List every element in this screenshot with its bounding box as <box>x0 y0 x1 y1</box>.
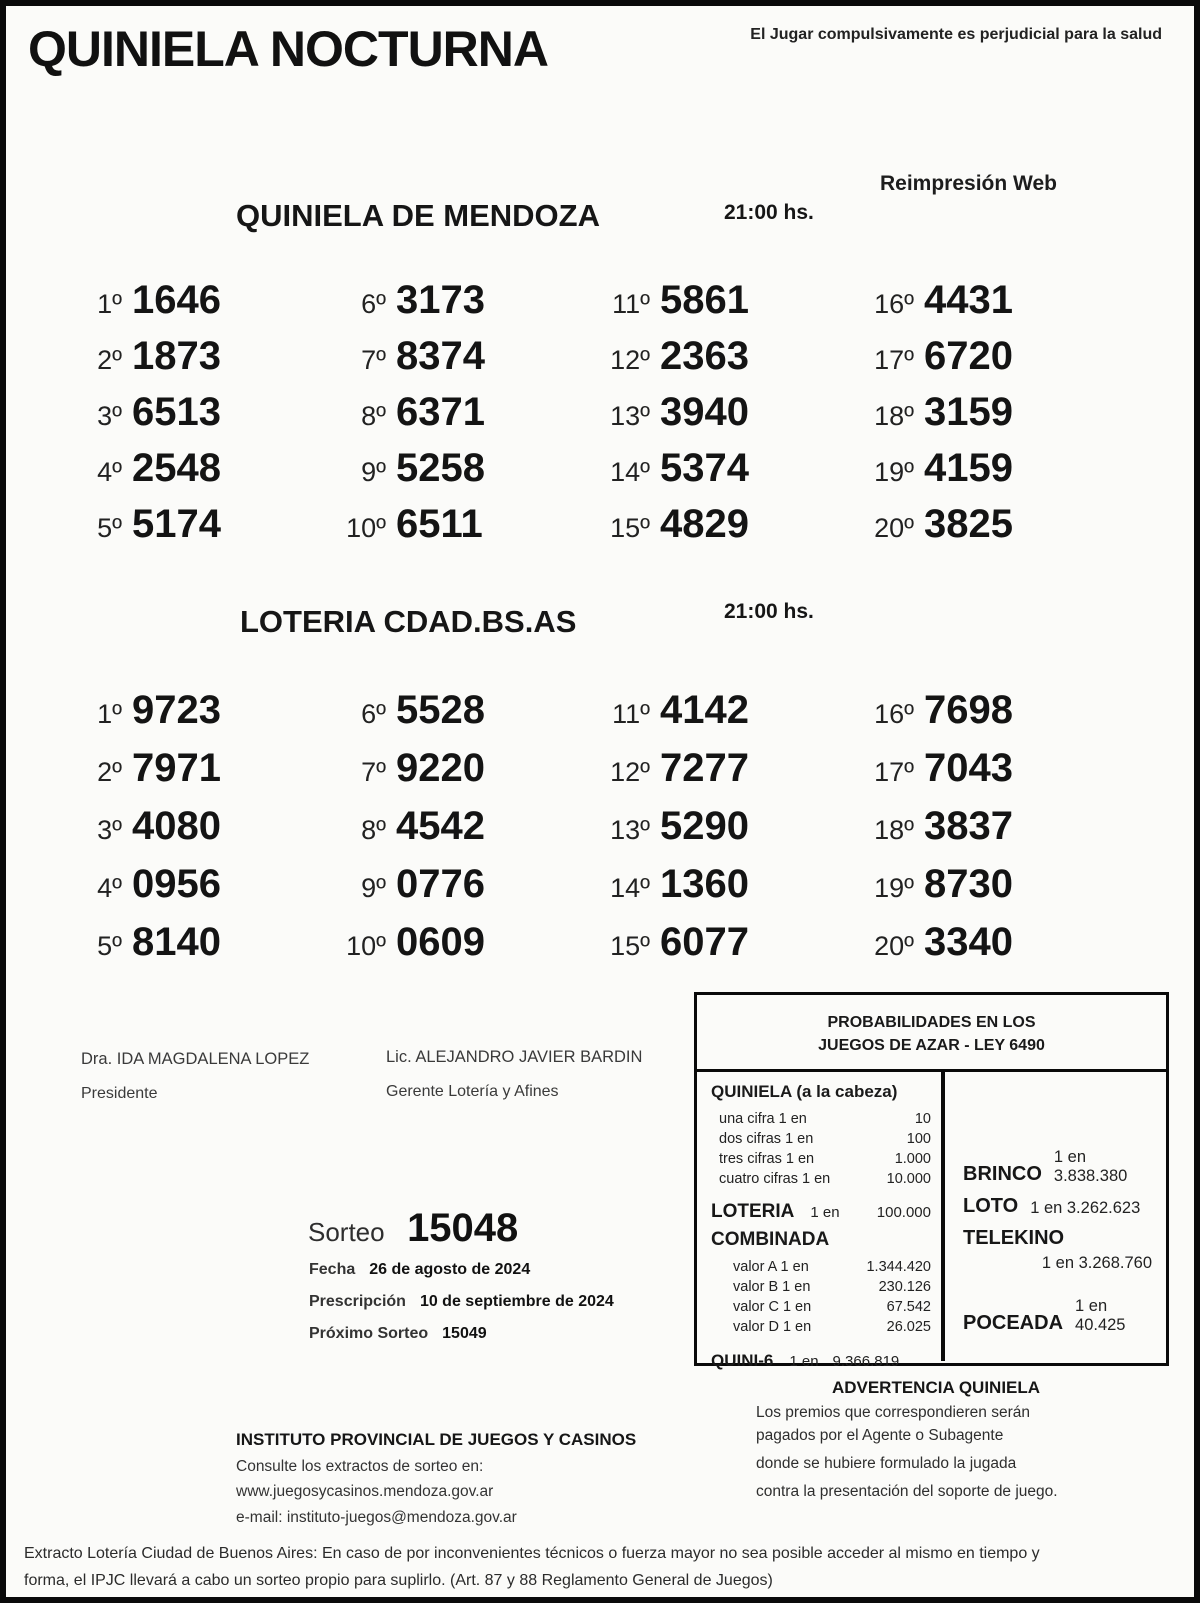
advertencia-line: Los premios que correspondieren serán <box>756 1404 1030 1421</box>
sorteo-number: 15048 <box>407 1206 519 1250</box>
mendoza-section-title: QUINIELA DE MENDOZA <box>236 198 600 233</box>
odds-label: dos cifras 1 en <box>719 1131 814 1147</box>
fecha-label: Fecha <box>309 1261 356 1278</box>
result-position: 18º <box>874 401 914 431</box>
result-position: 19º <box>874 873 914 903</box>
result-cell <box>64 502 328 558</box>
result-position: 4º <box>97 873 122 903</box>
result-cell <box>328 920 592 978</box>
draw-number-row <box>308 1206 518 1251</box>
result-cell <box>328 688 592 746</box>
quini6-odds-row <box>711 1351 931 1371</box>
probabilities-title-line1: PROBABILIDADES EN LOS <box>827 1014 1036 1031</box>
result-cell <box>328 278 592 334</box>
result-cell <box>856 278 1120 334</box>
result-number: 3159 <box>924 390 1013 434</box>
result-number: 5258 <box>396 446 485 490</box>
footer-disclaimer-line: forma, el IPJC llevará a cabo un sorteo propio para suplirlo. (Art. 87 y 88 Reglamento General de Juegos) <box>24 1572 773 1589</box>
result-position: 16º <box>874 699 914 729</box>
advertencia-line: pagados por el Agente o Subagente <box>756 1427 1004 1444</box>
result-position: 20º <box>874 931 914 961</box>
result-cell <box>64 862 328 920</box>
result-number: 4431 <box>924 278 1013 322</box>
odds-value: 9.366.819 <box>832 1353 900 1370</box>
bsas-section-title: LOTERIA CDAD.BS.AS <box>240 604 577 639</box>
odds-value: 26.025 <box>886 1319 931 1335</box>
odds-label: cuatro cifras 1 en <box>719 1171 831 1187</box>
odds-label: QUINI-6 <box>711 1351 774 1370</box>
result-number: 6371 <box>396 390 485 434</box>
manager-name: Lic. ALEJANDRO JAVIER BARDIN <box>386 1048 643 1066</box>
odds-label: valor C 1 en <box>733 1299 812 1315</box>
result-number: 2548 <box>132 446 221 490</box>
result-number: 1873 <box>132 334 221 378</box>
odds-label: tres cifras 1 en <box>719 1151 815 1167</box>
odds-label: valor B 1 en <box>733 1279 811 1295</box>
game-odds-row <box>963 1297 1152 1335</box>
result-position: 11º <box>612 699 650 729</box>
game-odds-row <box>963 1195 1152 1218</box>
result-cell <box>592 390 856 446</box>
result-position: 5º <box>97 513 122 543</box>
result-number: 3340 <box>924 920 1013 964</box>
result-cell <box>64 746 328 804</box>
result-number: 5174 <box>132 502 221 546</box>
result-position: 1º <box>97 699 122 729</box>
result-number: 6720 <box>924 334 1013 378</box>
result-number: 6077 <box>660 920 749 964</box>
game-name: POCEADA <box>963 1312 1064 1334</box>
odds-value: 67.542 <box>886 1299 931 1315</box>
result-number: 3173 <box>396 278 485 322</box>
result-cell <box>592 862 856 920</box>
odds-value: 1.344.420 <box>866 1259 931 1275</box>
result-number: 8730 <box>924 862 1013 906</box>
result-number: 0776 <box>396 862 485 906</box>
proximo-label: Próximo Sorteo <box>309 1325 429 1342</box>
result-cell <box>64 334 328 390</box>
result-number: 7043 <box>924 746 1013 790</box>
game-name: TELEKINO <box>963 1227 1065 1249</box>
result-cell <box>856 804 1120 862</box>
result-number: 5861 <box>660 278 749 322</box>
game-name: LOTO <box>963 1195 1019 1217</box>
result-position: 15º <box>610 931 650 961</box>
result-cell <box>328 502 592 558</box>
advertencia-line: contra la presentación del soporte de juego. <box>756 1483 1058 1500</box>
health-warning: El Jugar compulsivamente es perjudicial para la salud <box>750 26 1162 43</box>
result-position: 8º <box>361 815 386 845</box>
result-number: 5374 <box>660 446 749 490</box>
result-position: 5º <box>97 931 122 961</box>
result-cell <box>328 334 592 390</box>
result-position: 10º <box>346 931 386 961</box>
result-position: 2º <box>97 345 122 375</box>
result-cell <box>64 804 328 862</box>
game-odds-row <box>963 1148 1152 1186</box>
odds-row <box>711 1277 931 1297</box>
odds-label: una cifra 1 en <box>719 1111 807 1127</box>
result-number: 1360 <box>660 862 749 906</box>
loteria-odds-row <box>711 1201 931 1223</box>
result-cell <box>856 390 1120 446</box>
result-position: 11º <box>612 289 650 319</box>
probabilities-left-column <box>697 1072 945 1370</box>
result-position: 10º <box>346 513 386 543</box>
combinada-header: COMBINADA <box>711 1229 830 1250</box>
result-cell <box>328 804 592 862</box>
odds-row <box>711 1109 931 1129</box>
result-position: 12º <box>610 757 650 787</box>
result-number: 3837 <box>924 804 1013 848</box>
game-name: BRINCO <box>963 1163 1042 1185</box>
result-position: 6º <box>361 289 386 319</box>
result-number: 4159 <box>924 446 1013 490</box>
odds-label: valor D 1 en <box>733 1319 812 1335</box>
odds-label: valor A 1 en <box>733 1259 809 1275</box>
result-cell <box>856 446 1120 502</box>
result-position: 19º <box>874 457 914 487</box>
game-odds-row <box>963 1227 1152 1273</box>
result-number: 3825 <box>924 502 1013 546</box>
result-number: 6513 <box>132 390 221 434</box>
odds-mid: 1 en <box>810 1204 840 1221</box>
draw-date-row <box>309 1261 530 1279</box>
odds-row <box>711 1317 931 1337</box>
odds-value: 10 <box>914 1111 931 1127</box>
president-role: Presidente <box>81 1085 158 1102</box>
game-odds: 1 en 40.425 <box>1075 1297 1126 1334</box>
result-cell <box>64 688 328 746</box>
result-position: 20º <box>874 513 914 543</box>
odds-row <box>711 1129 931 1149</box>
result-cell <box>592 334 856 390</box>
result-cell <box>64 278 328 334</box>
result-position: 13º <box>610 401 650 431</box>
reprint-label: Reimpresión Web <box>880 172 1057 195</box>
result-position: 2º <box>97 757 122 787</box>
prescripcion-label: Prescripción <box>309 1293 406 1310</box>
result-position: 6º <box>361 699 386 729</box>
odds-row <box>711 1149 931 1169</box>
result-number: 4080 <box>132 804 221 848</box>
result-cell <box>856 746 1120 804</box>
result-cell <box>592 502 856 558</box>
advertencia-title: ADVERTENCIA QUINIELA <box>831 1378 1041 1397</box>
president-name: Dra. IDA MAGDALENA LOPEZ <box>81 1050 310 1068</box>
result-number: 5290 <box>660 804 749 848</box>
bsas-results-grid <box>64 688 1120 978</box>
result-number: 0956 <box>132 862 221 906</box>
result-position: 3º <box>97 815 122 845</box>
prescripcion-value: 10 de septiembre de 2024 <box>419 1293 614 1310</box>
result-cell <box>592 688 856 746</box>
odds-mid: 1 en <box>789 1353 819 1370</box>
result-cell <box>64 390 328 446</box>
quiniela-odds-header: QUINIELA (a la cabeza) <box>711 1082 898 1101</box>
institute-consult-line: Consulte los extractos de sorteo en: <box>236 1458 484 1475</box>
result-number: 9723 <box>132 688 221 732</box>
result-position: 3º <box>97 401 122 431</box>
result-position: 9º <box>361 873 386 903</box>
result-cell <box>592 746 856 804</box>
result-cell <box>856 688 1120 746</box>
result-cell <box>856 920 1120 978</box>
game-odds: 1 en 3.262.623 <box>1030 1199 1141 1217</box>
result-position: 18º <box>874 815 914 845</box>
result-position: 12º <box>610 345 650 375</box>
result-number: 9220 <box>396 746 485 790</box>
result-position: 17º <box>874 757 914 787</box>
result-number: 7698 <box>924 688 1013 732</box>
draw-prescription-row <box>309 1293 614 1311</box>
game-odds: 1 en 3.268.760 <box>1041 1254 1152 1272</box>
mendoza-draw-time: 21:00 hs. <box>724 201 814 224</box>
result-cell <box>64 920 328 978</box>
result-number: 7277 <box>660 746 749 790</box>
result-position: 14º <box>610 873 650 903</box>
result-cell <box>856 862 1120 920</box>
result-cell <box>328 746 592 804</box>
bsas-draw-time: 21:00 hs. <box>724 600 814 623</box>
result-number: 1646 <box>132 278 221 322</box>
result-position: 7º <box>361 345 386 375</box>
proximo-value: 15049 <box>442 1325 487 1342</box>
odds-row <box>711 1169 931 1189</box>
odds-value: 100 <box>906 1131 931 1147</box>
odds-row <box>711 1257 931 1277</box>
institute-title: INSTITUTO PROVINCIAL DE JUEGOS Y CASINOS <box>236 1430 637 1449</box>
odds-value: 100.000 <box>876 1204 931 1221</box>
result-number: 4142 <box>660 688 749 732</box>
probabilities-right-column <box>945 1072 1166 1361</box>
result-position: 16º <box>874 289 914 319</box>
result-cell <box>328 862 592 920</box>
document-title: QUINIELA NOCTURNA <box>28 21 549 77</box>
probabilities-box <box>694 992 1169 1370</box>
institute-email: e-mail: instituto-juegos@mendoza.gov.ar <box>236 1509 517 1526</box>
mendoza-results-grid <box>64 278 1120 558</box>
sorteo-label: Sorteo <box>308 1217 385 1247</box>
result-cell <box>592 278 856 334</box>
result-position: 4º <box>97 457 122 487</box>
result-position: 13º <box>610 815 650 845</box>
result-cell <box>592 804 856 862</box>
result-number: 4542 <box>396 804 485 848</box>
result-cell <box>328 390 592 446</box>
odds-value: 1.000 <box>894 1151 931 1167</box>
result-number: 2363 <box>660 334 749 378</box>
result-position: 17º <box>874 345 914 375</box>
probabilities-title-line2: JUEGOS DE AZAR - LEY 6490 <box>818 1037 1045 1054</box>
odds-value: 230.126 <box>878 1279 931 1295</box>
result-number: 4829 <box>660 502 749 546</box>
result-cell <box>856 502 1120 558</box>
result-number: 7971 <box>132 746 221 790</box>
result-number: 3940 <box>660 390 749 434</box>
result-position: 1º <box>97 289 122 319</box>
result-cell <box>592 446 856 502</box>
result-position: 8º <box>361 401 386 431</box>
result-cell <box>592 920 856 978</box>
odds-value: 10.000 <box>886 1171 931 1187</box>
result-number: 5528 <box>396 688 485 732</box>
next-draw-row <box>309 1325 487 1343</box>
result-number: 6511 <box>396 502 483 546</box>
game-odds: 1 en 3.838.380 <box>1053 1148 1128 1185</box>
probabilities-title <box>697 995 1166 1072</box>
result-number: 0609 <box>396 920 485 964</box>
result-position: 15º <box>610 513 650 543</box>
result-cell <box>328 446 592 502</box>
footer-disclaimer-line: Extracto Lotería Ciudad de Buenos Aires: En caso de por inconvenientes técnicos o fuerza mayor no sea posible acceder al mismo en tiempo y <box>24 1545 1040 1562</box>
odds-row <box>711 1297 931 1317</box>
result-cell <box>856 334 1120 390</box>
advertencia-line: donde se hubiere formulado la jugada <box>756 1455 1017 1472</box>
result-cell <box>64 446 328 502</box>
fecha-value: 26 de agosto de 2024 <box>369 1261 531 1278</box>
result-number: 8140 <box>132 920 221 964</box>
result-position: 14º <box>610 457 650 487</box>
odds-label: LOTERIA <box>711 1201 795 1222</box>
result-number: 8374 <box>396 334 485 378</box>
result-position: 7º <box>361 757 386 787</box>
manager-role: Gerente Lotería y Afines <box>386 1083 559 1100</box>
result-position: 9º <box>361 457 386 487</box>
institute-website: www.juegosycasinos.mendoza.gov.ar <box>236 1483 494 1500</box>
